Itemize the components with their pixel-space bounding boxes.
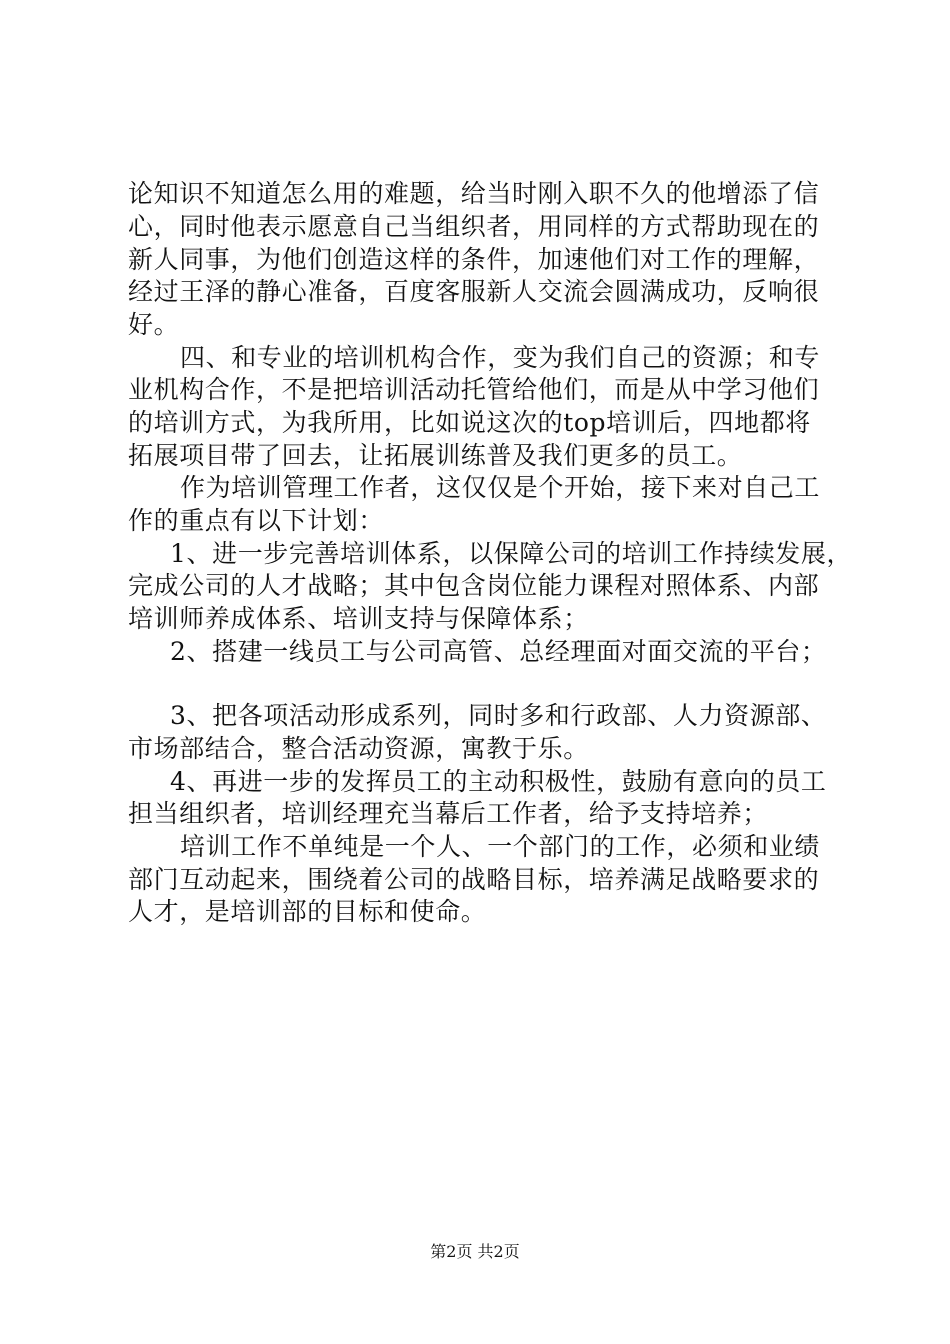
list-item: 培训师养成体系、培训支持与保障体系；	[128, 604, 589, 633]
paragraph-line: 部门互动起来，围绕着公司的战略目标，培养满足战略要求的	[128, 865, 820, 894]
paragraph-line: 好。	[128, 310, 180, 339]
paragraph-line: 作为培训管理工作者，这仅仅是个开始，接下来对自己工	[180, 473, 821, 502]
paragraph-line: 的培训方式，为我所用，比如说这次的top培训后，四地都将	[128, 408, 811, 437]
paragraph-line: 论知识不知道怎么用的难题，给当时刚入职不久的他增添了信	[128, 179, 820, 208]
paragraph-line: 业机构合作，不是把培训活动托管给他们，而是从中学习他们	[128, 375, 820, 404]
paragraph-line: 作的重点有以下计划：	[128, 506, 385, 535]
paragraph-line: 新人同事，为他们创造这样的条件，加速他们对工作的理解，	[128, 245, 820, 274]
list-item: 3、把各项活动形成系列，同时多和行政部、人力资源部、	[170, 701, 827, 730]
list-item: 2、搭建一线员工与公司高管、总经理面对面交流的平台；	[170, 637, 827, 666]
paragraph-line: 拓展项目带了回去，让拓展训练普及我们更多的员工。	[128, 441, 743, 470]
list-item: 1、进一步完善培训体系，以保障公司的培训工作持续发展，	[170, 539, 853, 568]
paragraph-line: 人才，是培训部的目标和使命。	[128, 897, 487, 926]
list-item: 市场部结合，整合活动资源，寓教于乐。	[128, 734, 589, 763]
list-item: 担当组织者，培训经理充当幕后工作者，给予支持培养；	[128, 799, 769, 828]
list-item: 完成公司的人才战略；其中包含岗位能力课程对照体系、内部	[128, 571, 820, 600]
paragraph-line: 心，同时他表示愿意自己当组织者，用同样的方式帮助现在的	[128, 212, 820, 241]
paragraph-line: 四、和专业的培训机构合作，变为我们自己的资源；和专	[180, 343, 821, 372]
paragraph-line: 经过王泽的静心准备，百度客服新人交流会圆满成功，反响很	[128, 277, 820, 306]
list-item: 4、再进一步的发挥员工的主动积极性，鼓励有意向的员工	[170, 767, 827, 796]
page-number-footer: 第2页 共2页	[430, 1242, 520, 1261]
paragraph-line: 培训工作不单纯是一个人、一个部门的工作，必须和业绩	[180, 832, 821, 861]
